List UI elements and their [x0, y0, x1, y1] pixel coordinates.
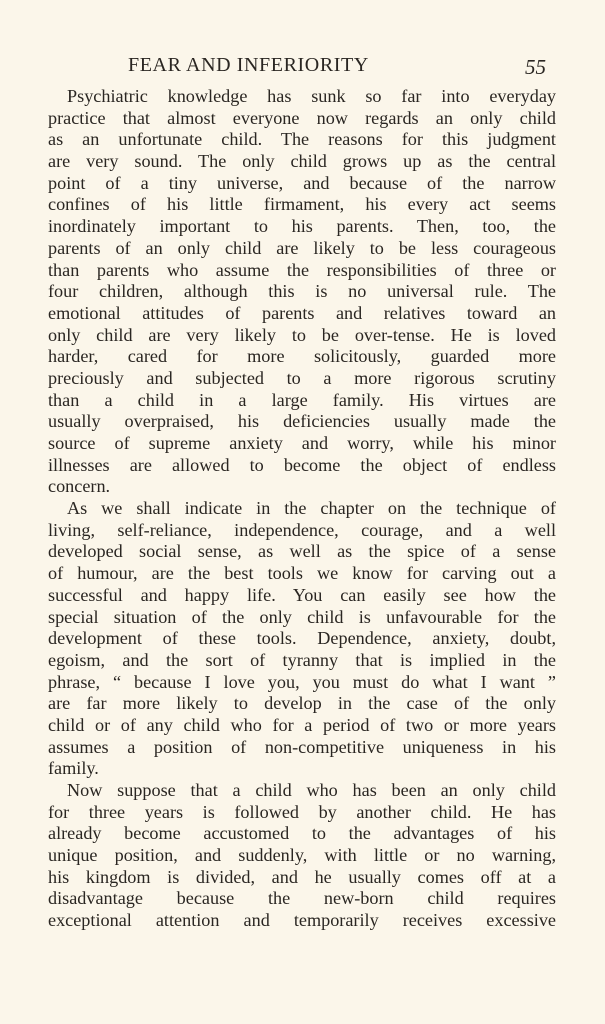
text-line: unique position, and suddenly, with little or no warning, [48, 845, 556, 866]
text-line: than parents who assume the responsibilities of three or [48, 259, 556, 280]
text-line: four children, although this is no universal rule. The [48, 281, 556, 302]
text-line: disadvantage because the new-born child requires [48, 888, 556, 909]
text-line: preciously and subjected to a more rigorous scrutiny [48, 367, 556, 388]
text-line: usually overpraised, his deficiencies usually made the [48, 411, 556, 432]
text-line: point of a tiny universe, and because of the narrow [48, 172, 556, 193]
chapter-title: FEAR AND INFERIORITY [128, 54, 369, 76]
text-line: Now suppose that a child who has been an only child [67, 780, 556, 800]
text-line: living, self-reliance, independence, courage, and a well [48, 519, 556, 540]
text-line: assumes a position of non-competitive uniqueness in his [48, 736, 556, 757]
text-line: inordinately important to his parents. Then, too, the [48, 216, 556, 237]
text-line: confines of his little firmament, his every act seems [48, 194, 556, 215]
text-line: Psychiatric knowledge has sunk so far into everyday [67, 86, 556, 106]
text-line: egoism, and the sort of tyranny that is implied in the [48, 649, 556, 670]
text-line: special situation of the only child is unfavourable for the [48, 606, 556, 627]
text-line: source of supreme anxiety and worry, while his minor [48, 433, 556, 453]
text-line: already become accustomed to the advantages of his [48, 823, 556, 844]
text-line: practice that almost everyone now regards an only child [48, 107, 556, 128]
text-line: illnesses are allowed to become the object of endless [48, 454, 556, 475]
text-line: emotional attitudes of parents and relatives toward an [48, 302, 556, 323]
text-line: development of these tools. Dependence, anxiety, doubt, [48, 628, 556, 649]
text-line: than a child in a large family. His virtues are [48, 389, 556, 410]
text-line: harder, cared for more solicitously, guarded more [48, 346, 556, 367]
body-text [48, 86, 556, 932]
text-line: exceptional attention and temporarily receives excessive [48, 910, 556, 931]
text-line: as an unfortunate child. The reasons for this judgment [48, 129, 556, 150]
text-line: successful and happy life. You can easily see how the [48, 584, 556, 605]
text-line: concern. [48, 476, 111, 497]
text-line: for three years is followed by another child. He has [48, 801, 556, 822]
text-line: are far more likely to develop in the case of the only [48, 693, 556, 714]
text-line: As we shall indicate in the chapter on the technique of [67, 498, 556, 519]
text-line: phrase, “ because I love you, you must do what I want ” [48, 671, 556, 692]
text-line: only child are very likely to be over-tense. He is loved [48, 324, 556, 345]
text-line: his kingdom is divided, and he usually comes off at a [48, 866, 556, 887]
text-line: family. [48, 758, 99, 779]
text-line: developed social sense, as well as the spice of a sense [48, 541, 556, 562]
text-line: are very sound. The only child grows up as the central [48, 151, 556, 172]
text-line: child or of any child who for a period of two or more years [48, 714, 556, 735]
running-head [48, 50, 546, 80]
text-line: of humour, are the best tools we know for carving out a [48, 563, 556, 584]
page-number: 55 [525, 55, 546, 79]
text-line: parents of an only child are likely to be less courageous [48, 237, 556, 258]
